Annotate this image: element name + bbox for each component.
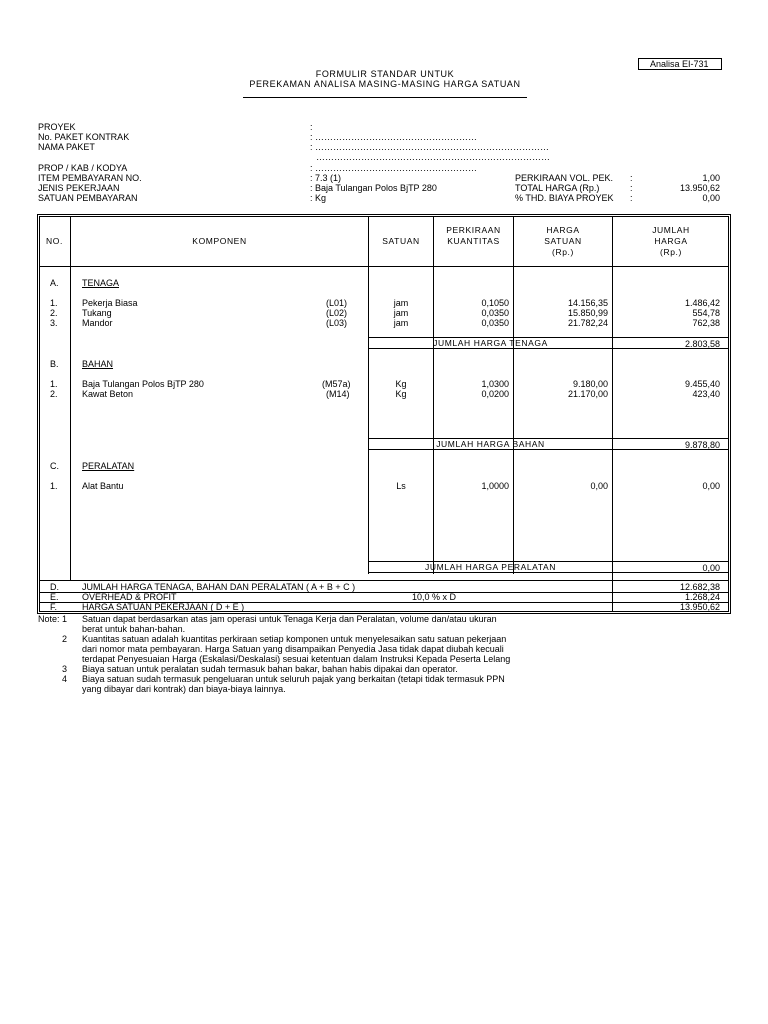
row-qty: 0,0350 [481, 318, 509, 328]
subtotal-value-tenaga: 2.803,58 [684, 339, 720, 349]
th-harga-3: (Rp.) [552, 247, 574, 257]
proyek-label: PROYEK [38, 122, 76, 132]
th-jumlah-3: (Rp.) [660, 247, 682, 257]
row-no: 2. [50, 389, 58, 399]
total-label: TOTAL HARGA (Rp.) [515, 183, 600, 193]
row-no: 1. [50, 298, 58, 308]
summary-value: 1.268,24 [684, 592, 720, 602]
th-komponen: KOMPONEN [192, 236, 247, 246]
table-inner-border [39, 216, 729, 612]
note-line: yang dibayar dari kontrak) dan biaya-biaya lainnya. [82, 684, 286, 694]
row-unit: jam [393, 308, 409, 318]
row-code: (L03) [326, 318, 348, 328]
row-name: Tukang [82, 308, 112, 318]
total-value: 13.950,62 [679, 183, 720, 193]
analisa-ref: Analisa EI-731 [650, 59, 709, 69]
note-line: Biaya satuan sudah termasuk pengeluaran untuk seluruh pajak yang berkaitan (tetapi tidak termasuk PPN [82, 674, 505, 684]
subtotal-label-tenaga: JUMLAH HARGA TENAGA [433, 338, 548, 348]
section-title-tenaga: TENAGA [82, 278, 120, 288]
summary-line-1 [39, 580, 729, 581]
row-no: 3. [50, 318, 58, 328]
satuan-value: : Kg [310, 193, 327, 203]
row-code: (L02) [326, 308, 348, 318]
row-total: 762,38 [692, 318, 720, 328]
title-divider [243, 97, 527, 98]
item-value: : 7.3 (1) [310, 173, 342, 183]
prop-label: PROP / KAB / KODYA [38, 163, 128, 173]
item-label: ITEM PEMBAYARAN NO. [38, 173, 142, 183]
th-satuan: SATUAN [382, 236, 420, 246]
section-title-bahan: BAHAN [82, 359, 114, 369]
pct-colon: : [630, 193, 633, 203]
subtotal-value-peralatan: 0,00 [702, 563, 720, 573]
nama-paket-label: NAMA PAKET [38, 142, 95, 152]
row-name: Mandor [82, 318, 113, 328]
total-colon: : [630, 183, 633, 193]
pct-label: % THD. BIAYA PROYEK [515, 193, 614, 203]
satuan-label: SATUAN PEMBAYARAN [38, 193, 138, 203]
row-code: (M14) [326, 389, 350, 399]
section-code-peralatan: C. [50, 461, 59, 471]
section-code-tenaga: A. [50, 278, 59, 288]
paket-value: : ……………………………………………… [310, 132, 478, 142]
note-line: terdapat Penyesuaian Harga (Eskalasi/Deskalasi) sesuai ketentuan dalam Instruksi Kepada Peserta Lelang [82, 654, 511, 664]
note-line: Biaya satuan untuk peralatan sudah termasuk bahan bakar, bahan habis dipakai dan operator. [82, 664, 458, 674]
row-no: 1. [50, 481, 58, 491]
row-price: 15.850,99 [567, 308, 608, 318]
th-kuantitas-2: KUANTITAS [447, 236, 500, 246]
row-qty: 1,0000 [481, 481, 509, 491]
subtotal-label-bahan: JUMLAH HARGA BAHAN [436, 439, 545, 449]
th-no: NO. [46, 236, 63, 246]
row-total: 554,78 [692, 308, 720, 318]
row-name: Kawat Beton [82, 389, 134, 399]
row-code: (L01) [326, 298, 348, 308]
section-title-peralatan: PERALATAN [82, 461, 135, 471]
paket-label: No. PAKET KONTRAK [38, 132, 130, 142]
note-line: dari nomor mata pembayaran. Harga Satuan yang disampaikan Penyedia Jasa tidak dapat diubah kecuali [82, 644, 504, 654]
subtotal-value-bahan: 9.878,80 [684, 440, 720, 450]
row-name: Baja Tulangan Polos BjTP 280 [82, 379, 204, 389]
row-code: (M57a) [322, 379, 351, 389]
header-divider [39, 266, 729, 267]
form-title-2: PEREKAMAN ANALISA MASING-MASING HARGA SATUAN [249, 79, 521, 89]
row-no: 1. [50, 379, 58, 389]
section-code-bahan: B. [50, 359, 59, 369]
nama-paket-value-2: …………………………………………………………………… [316, 152, 550, 162]
note-number: 4 [62, 674, 68, 684]
th-harga-2: SATUAN [544, 236, 582, 246]
nama-paket-value: : …………………………………………………………………… [310, 142, 550, 152]
row-price: 21.782,24 [567, 318, 608, 328]
col-sep-1 [70, 216, 71, 580]
th-harga-1: HARGA [546, 225, 580, 235]
row-price: 9.180,00 [572, 379, 608, 389]
row-unit: Kg [395, 379, 407, 389]
note-line: Kuantitas satuan adalah kuantitas perkiraan setiap komponen untuk menyelesaikan satu satuan pekerjaan [82, 634, 507, 644]
row-price: 21.170,00 [567, 389, 608, 399]
row-unit: jam [393, 298, 409, 308]
row-name: Pekerja Biasa [82, 298, 138, 308]
note-line: berat untuk bahan-bahan. [82, 624, 186, 634]
jenis-value: : Baja Tulangan Polos BjTP 280 [310, 183, 437, 193]
th-jumlah-1: JUMLAH [652, 225, 690, 235]
row-total: 423,40 [692, 389, 720, 399]
pct-value: 0,00 [702, 193, 720, 203]
row-qty: 0,1050 [481, 298, 509, 308]
note-number: Note: 1 [38, 614, 68, 624]
row-name: Alat Bantu [82, 481, 124, 491]
th-jumlah-2: HARGA [654, 236, 688, 246]
form-title-1: FORMULIR STANDAR UNTUK [315, 69, 455, 79]
summary-label: JUMLAH HARGA TENAGA, BAHAN DAN PERALATAN ( A + B + C ) [82, 582, 356, 592]
summary-code: D. [50, 582, 59, 592]
subtotal-label-peralatan: JUMLAH HARGA PERALATAN [425, 562, 556, 572]
row-unit: jam [393, 318, 409, 328]
row-qty: 0,0350 [481, 308, 509, 318]
prop-value: : ……………………………………………… [310, 163, 478, 173]
th-kuantitas-1: PERKIRAAN [446, 225, 501, 235]
vol-colon: : [630, 173, 633, 183]
summary-label: OVERHEAD & PROFIT [82, 592, 177, 602]
row-qty: 1,0300 [481, 379, 509, 389]
summary-code: E. [50, 592, 59, 602]
row-total: 9.455,40 [684, 379, 720, 389]
summary-label: HARGA SATUAN PEKERJAAN ( D + E ) [82, 602, 245, 612]
jenis-label: JENIS PEKERJAAN [38, 183, 120, 193]
row-no: 2. [50, 308, 58, 318]
summary-value: 13.950,62 [679, 602, 720, 612]
summary-code: F. [50, 602, 58, 612]
note-number: 2 [62, 634, 68, 644]
vol-value: 1,00 [702, 173, 720, 183]
note-line: Satuan dapat berdasarkan atas jam operasi untuk Tenaga Kerja dan Peralatan, volume dan/atau ukuran [82, 614, 497, 624]
col-sep-5 [612, 216, 613, 612]
row-total: 0,00 [702, 481, 720, 491]
row-qty: 0,0200 [481, 389, 509, 399]
row-total: 1.486,42 [684, 298, 720, 308]
proyek-value: : [310, 122, 313, 132]
summary-value: 12.682,38 [679, 582, 720, 592]
row-unit: Ls [396, 481, 406, 491]
row-unit: Kg [395, 389, 407, 399]
row-price: 0,00 [590, 481, 608, 491]
row-price: 14.156,35 [567, 298, 608, 308]
summary-percent: 10,0 % x D [412, 592, 457, 602]
note-number: 3 [62, 664, 68, 674]
vol-label: PERKIRAAN VOL. PEK. [515, 173, 614, 183]
